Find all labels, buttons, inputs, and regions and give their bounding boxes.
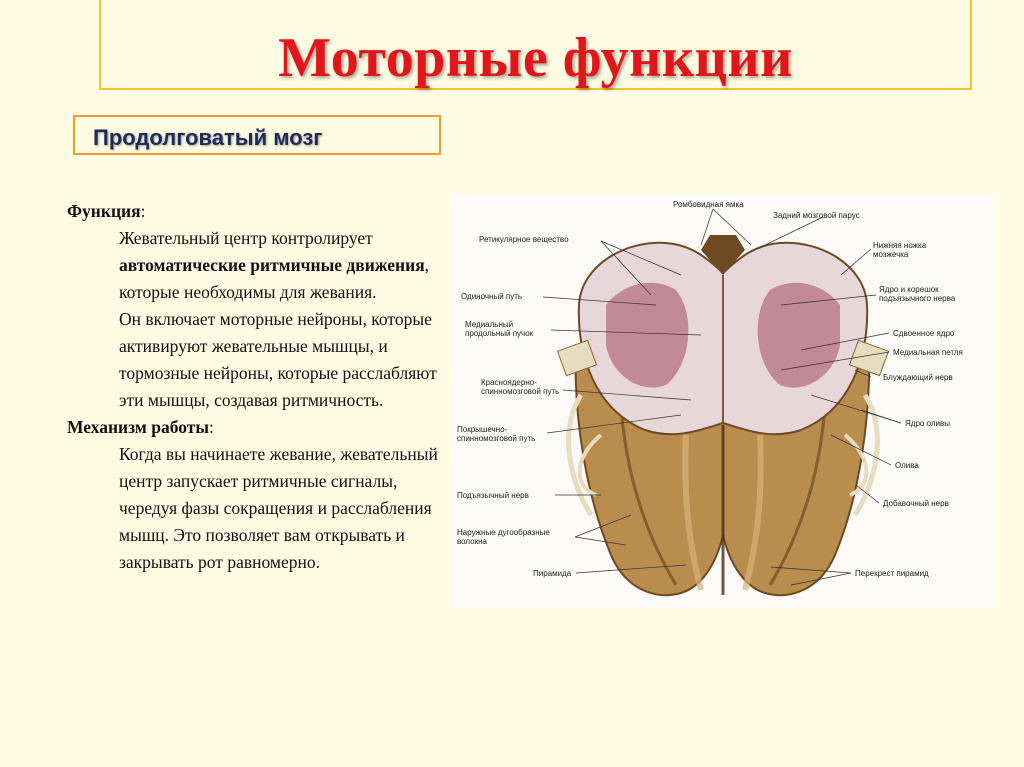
- label-reticular: Ретикулярное вещество: [479, 235, 569, 244]
- emphasis-text: автоматические ритмичные движения: [119, 255, 425, 275]
- label-tectospinal: Покрышечно-спинномозговой путь: [457, 425, 536, 443]
- label-pyramid: Пирамида: [533, 569, 572, 578]
- label-rhomboid-fossa: Ромбовидная ямка: [673, 200, 744, 209]
- label-hypoglossal-nucleus: Ядро и корешок подъязычного нерва: [879, 285, 956, 303]
- label-medial-longitudinal: Медиальный продольный пучок: [465, 320, 534, 338]
- medulla-diagram: [451, 195, 995, 609]
- mechanism-heading: Механизм работы:: [67, 417, 214, 437]
- label-solitary-tract: Одиночный путь: [461, 292, 523, 301]
- function-paragraph-1: Жевательный центр контролирует автоматические ритмичные движения, которые необходимы для жевания.: [119, 228, 430, 302]
- subtitle-frame: [73, 115, 441, 155]
- title-frame: [99, 0, 972, 90]
- label-hypoglossal-nerve: Подъязычный нерв: [457, 491, 529, 500]
- function-paragraph-2: Он включает моторные нейроны, которые активируют жевательные мышцы, и тормозные нейроны, которые расслабляют эти мышцы, создавая ритмичность.: [119, 309, 437, 410]
- slide-subtitle: Продолговатый мозг: [93, 125, 323, 150]
- label-posterior-velum: Задний мозговой парус: [773, 211, 860, 220]
- function-heading: Функция:: [67, 201, 146, 221]
- label-ambiguus: Сдвоенное ядро: [893, 329, 955, 338]
- mechanism-paragraph: Когда вы начинаете жевание, жевательный центр запускает ритмичные сигналы, чередуя фазы сокращения и расслабления мышц. Это позволяет вам открывать и закрывать рот равномерно.: [119, 444, 438, 572]
- label-accessory-nerve: Добавочный нерв: [883, 499, 949, 508]
- label-medial-lemniscus: Медиальная петля: [893, 348, 963, 357]
- label-vagus: Блуждающий нерв: [883, 373, 953, 382]
- label-pyramid-decussation: Перекрест пирамид: [855, 569, 929, 578]
- label-olive: Олива: [895, 461, 919, 470]
- label-arcuate-fibers: Наружные дугообразные волокна: [457, 528, 550, 546]
- label-olivary-nucleus: Ядро оливы: [905, 419, 950, 428]
- slide-title: Моторные функции: [278, 27, 793, 89]
- label-inferior-peduncle: Нижняя ножка мозжечка: [873, 241, 927, 259]
- body-text: [67, 198, 447, 576]
- label-rubrospinal: Красноядерно-спинномозговой путь: [481, 378, 560, 396]
